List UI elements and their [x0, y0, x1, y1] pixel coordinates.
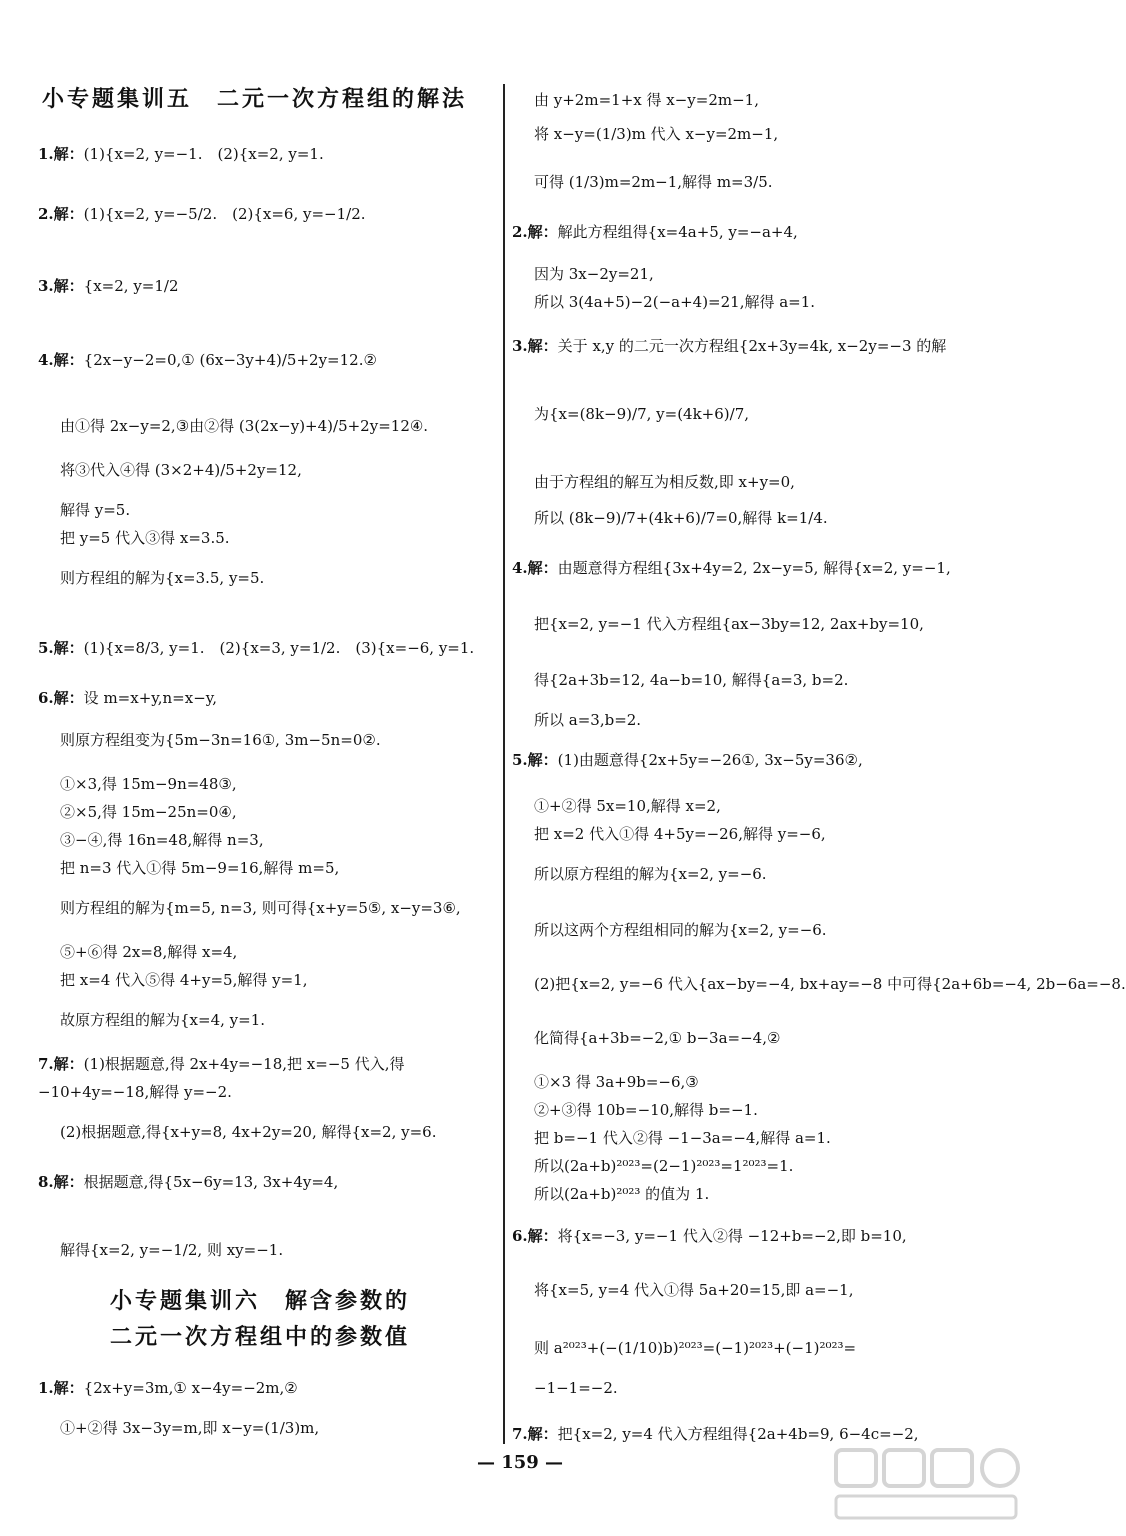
answer-line: 4.解：{2x−y−2=0,① (6x−3y+4)/5+2y=12.②	[38, 351, 377, 369]
answer-line: 所以(2a+b)²⁰²³=(2−1)²⁰²³=1²⁰²³=1.	[534, 1157, 794, 1175]
answer-line: 将③代入④得 (3×2+4)/5+2y=12,	[60, 461, 302, 479]
answer-line: 则 a²⁰²³+(−(1/10)b)²⁰²³=(−1)²⁰²³+(−1)²⁰²³=	[534, 1339, 857, 1357]
answer-line: 4.解：由题意得方程组{3x+4y=2, 2x−y=5, 解得{x=2, y=−1,	[512, 559, 951, 577]
answer-line: 1.解：{2x+y=3m,① x−4y=−2m,②	[38, 1379, 298, 1397]
page-number: — 159 —	[476, 1452, 564, 1473]
answer-line: ②+③得 10b=−10,解得 b=−1.	[534, 1101, 758, 1119]
section-title-6a: 小专题集训六 解含参数的	[110, 1289, 411, 1314]
answer-line: 1.解：(1){x=2, y=−1. (2){x=2, y=1.	[38, 145, 324, 163]
answer-line: 化简得{a+3b=−2,① b−3a=−4,②	[534, 1029, 781, 1047]
answer-line: 把 n=3 代入①得 5m−9=16,解得 m=5,	[60, 859, 340, 877]
answer-line: ①+②得 5x=10,解得 x=2,	[534, 797, 721, 815]
answer-line: ⑤+⑥得 2x=8,解得 x=4,	[60, 943, 238, 961]
answer-line: ②×5,得 15m−25n=0④,	[60, 803, 237, 821]
answer-line: −10+4y=−18,解得 y=−2.	[38, 1083, 232, 1101]
answer-line: ③−④,得 16n=48,解得 n=3,	[60, 831, 264, 849]
answer-line: 可得 (1/3)m=2m−1,解得 m=3/5.	[534, 173, 773, 191]
answer-line: 把 x=4 代入⑤得 4+y=5,解得 y=1,	[60, 971, 308, 989]
answer-line: 2.解：解此方程组得{x=4a+5, y=−a+4,	[512, 223, 798, 241]
answer-line: 所以(2a+b)²⁰²³ 的值为 1.	[534, 1185, 710, 1203]
answer-line: 7.解：把{x=2, y=4 代入方程组得{2a+4b=9, 6−4c=−2,	[512, 1425, 919, 1443]
answer-line: 得{2a+3b=12, 4a−b=10, 解得{a=3, b=2.	[534, 671, 849, 689]
answer-line: ①+②得 3x−3y=m,即 x−y=(1/3)m,	[60, 1419, 320, 1437]
answer-line: 把{x=2, y=−1 代入方程组{ax−3by=12, 2ax+by=10,	[534, 615, 924, 633]
answer-line: 6.解：设 m=x+y,n=x−y,	[38, 689, 218, 707]
answer-line: 3.解：{x=2, y=1/2	[38, 277, 179, 295]
answer-line: 将{x=5, y=4 代入①得 5a+20=15,即 a=−1,	[534, 1281, 854, 1299]
answer-line: −1−1=−2.	[534, 1379, 618, 1397]
watermark-logo-icon	[832, 1444, 1022, 1524]
section-title-6b: 二元一次方程组中的参数值	[110, 1325, 411, 1350]
answer-line: 所以 3(4a+5)−2(−a+4)=21,解得 a=1.	[534, 293, 816, 311]
answer-line: 所以 a=3,b=2.	[534, 711, 642, 729]
answer-line: 把 b=−1 代入②得 −1−3a=−4,解得 a=1.	[534, 1129, 831, 1147]
answer-line: 7.解：(1)根据题意,得 2x+4y=−18,把 x=−5 代入,得	[38, 1055, 405, 1073]
answer-line: 由于方程组的解互为相反数,即 x+y=0,	[534, 473, 795, 491]
answer-line: ①×3 得 3a+9b=−6,③	[534, 1073, 699, 1091]
answer-line: 则方程组的解为{x=3.5, y=5.	[60, 569, 265, 587]
column-divider	[503, 84, 505, 1444]
answer-line: 所以这两个方程组相同的解为{x=2, y=−6.	[534, 921, 827, 939]
answer-line: 5.解：(1)由题意得{2x+5y=−26①, 3x−5y=36②,	[512, 751, 863, 769]
answer-line: 8.解：根据题意,得{5x−6y=13, 3x+4y=4,	[38, 1173, 339, 1191]
section-title-5: 小专题集训五 二元一次方程组的解法	[42, 87, 468, 112]
answer-line: 6.解：将{x=−3, y=−1 代入②得 −12+b=−2,即 b=10,	[512, 1227, 907, 1245]
answer-line: 解得{x=2, y=−1/2, 则 xy=−1.	[60, 1241, 284, 1259]
answer-line: 则原方程组变为{5m−3n=16①, 3m−5n=0②.	[60, 731, 381, 749]
answer-line: 2.解：(1){x=2, y=−5/2. (2){x=6, y=−1/2.	[38, 205, 366, 223]
answer-line: ①×3,得 15m−9n=48③,	[60, 775, 237, 793]
answer-line: 所以 (8k−9)/7+(4k+6)/7=0,解得 k=1/4.	[534, 509, 828, 527]
answer-line: 3.解：关于 x,y 的二元一次方程组{2x+3y=4k, x−2y=−3 的解	[512, 337, 947, 355]
answer-line: 将 x−y=(1/3)m 代入 x−y=2m−1,	[534, 125, 779, 143]
answer-line: 5.解：(1){x=8/3, y=1. (2){x=3, y=1/2. (3){x=−6, y=1.	[38, 639, 475, 657]
answer-line: 则方程组的解为{m=5, n=3, 则可得{x+y=5⑤, x−y=3⑥,	[60, 899, 461, 917]
answer-line: 解得 y=5.	[60, 501, 131, 519]
answer-line: 所以原方程组的解为{x=2, y=−6.	[534, 865, 767, 883]
answer-line: 由①得 2x−y=2,③由②得 (3(2x−y)+4)/5+2y=12④.	[60, 417, 429, 435]
answer-line: 由 y+2m=1+x 得 x−y=2m−1,	[534, 91, 759, 109]
answer-line: 为{x=(8k−9)/7, y=(4k+6)/7,	[534, 405, 750, 423]
answer-line: (2)根据题意,得{x+y=8, 4x+2y=20, 解得{x=2, y=6.	[60, 1123, 437, 1141]
answer-line: 因为 3x−2y=21,	[534, 265, 654, 283]
answer-line: 故原方程组的解为{x=4, y=1.	[60, 1011, 266, 1029]
answer-line: 把 x=2 代入①得 4+5y=−26,解得 y=−6,	[534, 825, 826, 843]
answer-line: (2)把{x=2, y=−6 代入{ax−by=−4, bx+ay=−8 中可得{2a+6b=−4, 2b−6a=−8.	[534, 975, 1126, 993]
answer-line: 把 y=5 代入③得 x=3.5.	[60, 529, 230, 547]
